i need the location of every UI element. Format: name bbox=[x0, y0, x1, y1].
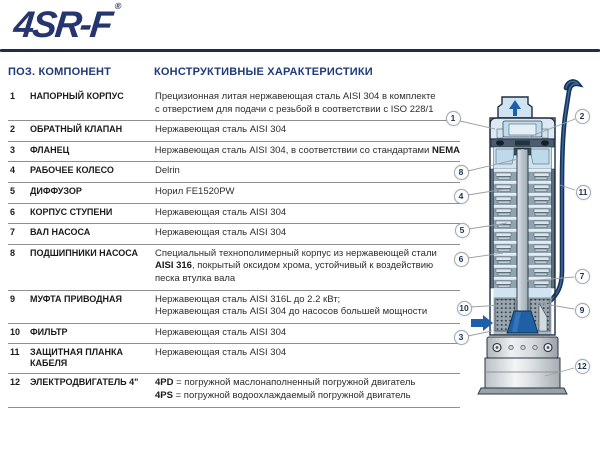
motor bbox=[478, 337, 567, 394]
component-description: Нержавеющая сталь AISI 304 bbox=[155, 347, 287, 359]
callout-2: 2 bbox=[575, 109, 590, 124]
row-number: 12 bbox=[10, 377, 21, 388]
table-row bbox=[8, 183, 460, 204]
component-description: Нержавеющая сталь AISI 304 bbox=[155, 124, 287, 136]
component-name: ФИЛЬТР bbox=[30, 326, 68, 337]
brand-name: 4SR-F bbox=[11, 4, 113, 45]
component-description: Нержавеющая сталь AISI 316L до 2.2 кВт; Нержавеющая сталь AISI 304 до насосов большей мощности bbox=[155, 293, 428, 318]
table-row bbox=[8, 88, 460, 121]
table-header-position-component: ПОЗ. КОМПОНЕНТ bbox=[8, 66, 112, 78]
table-row bbox=[8, 291, 460, 324]
callout-9: 9 bbox=[575, 303, 590, 318]
row-number: 5 bbox=[10, 185, 16, 196]
component-description: Нержавеющая сталь AISI 304 bbox=[155, 227, 287, 239]
pump-diagram bbox=[445, 75, 600, 461]
component-description: 4PD = погружной маслонаполненный погружной двигатель 4PS = погружной водоохлаждаемый погружной двигатель bbox=[155, 377, 416, 401]
component-name: ОБРАТНЫЙ КЛАПАН bbox=[30, 124, 123, 135]
callout-5: 5 bbox=[455, 223, 470, 238]
component-description: Delrin bbox=[155, 165, 180, 177]
callout-12: 12 bbox=[575, 359, 590, 374]
row-number: 6 bbox=[10, 206, 16, 217]
discharge-port bbox=[498, 97, 532, 118]
component-description: Прецизионная литая нержавеющая сталь AISI 304 в комплекте с отверстием для подачи с резьбой в соответствии с ISO 228/1 bbox=[155, 91, 436, 115]
component-name: ПОДШИПНИКИ НАСОСА bbox=[30, 247, 138, 258]
row-number: 2 bbox=[10, 124, 16, 135]
component-description: Нержавеющая сталь AISI 304, в соответствии со стандартами NEMA bbox=[154, 144, 460, 156]
component-description: Специальный технополимерный корпус из нержавеющей стали AISI 316, покрытый оксидом хрома, устойчивый к воздействию песка втулка вала bbox=[155, 247, 437, 284]
component-name: РАБОЧЕЕ КОЛЕСО bbox=[30, 165, 114, 176]
callout-8: 8 bbox=[454, 165, 469, 180]
callout-6: 6 bbox=[454, 252, 469, 267]
table-row bbox=[8, 344, 460, 374]
component-name: КОРПУС СТУПЕНИ bbox=[30, 206, 113, 217]
table-row bbox=[8, 374, 460, 407]
row-number: 8 bbox=[10, 247, 16, 258]
component-name: ФЛАНЕЦ bbox=[29, 144, 70, 155]
callout-3: 3 bbox=[454, 330, 469, 345]
header-divider bbox=[0, 49, 600, 52]
component-description: Норил FE1520PW bbox=[155, 185, 235, 197]
component-description: Нержавеющая сталь AISI 304 bbox=[155, 206, 287, 218]
callout-7: 7 bbox=[575, 269, 590, 284]
component-name: ЭЛЕКТРОДВИГАТЕЛЬ 4" bbox=[30, 377, 139, 388]
table-row bbox=[8, 204, 460, 225]
component-name: ВАЛ НАСОСА bbox=[30, 227, 91, 238]
pump-shaft bbox=[517, 149, 528, 325]
row-number: 1 bbox=[10, 91, 16, 101]
component-description: Нержавеющая сталь AISI 304 bbox=[155, 326, 287, 338]
components-table bbox=[8, 66, 460, 408]
table-row bbox=[8, 121, 460, 142]
component-name: ЗАЩИТНАЯ ПЛАНКА КАБЕЛЯ bbox=[30, 347, 124, 369]
component-name: МУФТА ПРИВОДНАЯ bbox=[30, 293, 122, 304]
row-number: 10 bbox=[10, 326, 21, 337]
callout-10: 10 bbox=[457, 301, 472, 316]
brand-logo bbox=[12, 1, 122, 46]
table-row bbox=[8, 224, 460, 245]
table-row bbox=[8, 162, 460, 183]
component-name: ДИФФУЗОР bbox=[30, 185, 82, 196]
row-number: 7 bbox=[10, 227, 16, 238]
registered-trademark-icon: ® bbox=[114, 1, 122, 11]
table-header bbox=[8, 66, 460, 78]
table-header-characteristics: КОНСТРУКТИВНЫЕ ХАРАКТЕРИСТИКИ bbox=[154, 66, 373, 78]
pump-cutaway-svg bbox=[445, 75, 600, 461]
row-number: 4 bbox=[10, 165, 16, 176]
table-row bbox=[8, 245, 460, 291]
pump-head bbox=[490, 118, 555, 139]
callout-11: 11 bbox=[576, 185, 591, 200]
table-rows bbox=[8, 88, 460, 408]
callout-1: 1 bbox=[446, 111, 461, 126]
table-row bbox=[8, 324, 460, 345]
row-number: 3 bbox=[10, 144, 16, 155]
table-row bbox=[8, 142, 460, 163]
row-number: 11 bbox=[10, 347, 20, 358]
callout-4: 4 bbox=[454, 189, 469, 204]
component-name: НАПОРНЫЙ КОРПУС bbox=[30, 91, 124, 101]
row-number: 9 bbox=[10, 293, 16, 304]
